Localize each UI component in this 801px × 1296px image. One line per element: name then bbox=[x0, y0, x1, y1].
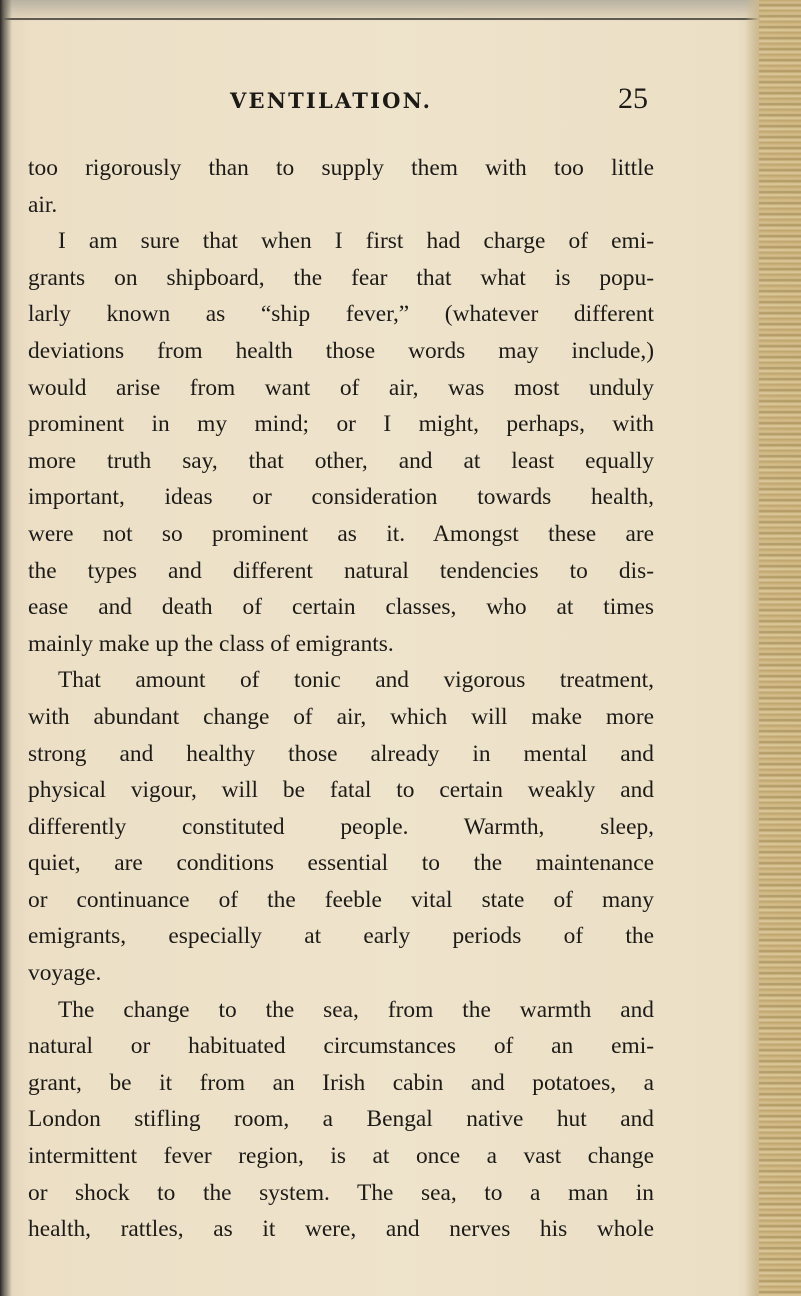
text-line: emigrants, especially at early periods of the bbox=[28, 923, 654, 950]
text-line: ease and death of certain classes, who at times bbox=[28, 594, 654, 621]
page-right-shadow bbox=[745, 0, 759, 1296]
text-line: That amount of tonic and vigorous treatment, bbox=[58, 667, 654, 694]
text-line: or shock to the system. The sea, to a man in bbox=[28, 1179, 654, 1206]
text-line: more truth say, that other, and at least equally bbox=[28, 447, 654, 474]
text-line: air. bbox=[28, 191, 58, 218]
page-header bbox=[0, 80, 801, 120]
page-number: 25 bbox=[618, 82, 648, 115]
text-line: too rigorously than to supply them with too little bbox=[28, 155, 654, 181]
text-line: prominent in my mind; or I might, perhaps, with bbox=[28, 411, 654, 438]
text-line: I am sure that when I first had charge of emi- bbox=[58, 228, 654, 255]
text-line: health, rattles, as it were, and nerves his whole bbox=[28, 1216, 654, 1243]
text-line: London stifling room, a Bengal native hut and bbox=[28, 1106, 654, 1133]
text-line: physical vigour, will be fatal to certain weakly and bbox=[28, 777, 654, 804]
text-line: grants on shipboard, the fear that what is popu- bbox=[28, 264, 654, 291]
text-line: quiet, are conditions essential to the maintenance bbox=[28, 850, 654, 877]
text-line: important, ideas or consideration towards health, bbox=[28, 484, 654, 511]
text-line: grant, be it from an Irish cabin and potatoes, a bbox=[28, 1069, 654, 1096]
page-top-rule bbox=[0, 18, 760, 20]
running-head: VENTILATION. bbox=[230, 88, 433, 113]
text-line: deviations from health those words may include,) bbox=[28, 337, 654, 364]
text-line: natural or habituated circumstances of an emi- bbox=[28, 1033, 654, 1060]
text-line: The change to the sea, from the warmth and bbox=[58, 996, 654, 1023]
text-line: were not so prominent as it. Amongst these are bbox=[28, 520, 654, 547]
text-line: voyage. bbox=[28, 960, 102, 987]
text-line: or continuance of the feeble vital state of many bbox=[28, 886, 654, 913]
body-text bbox=[28, 150, 654, 1248]
page-fore-edge bbox=[759, 0, 801, 1296]
text-line: larly known as “ship fever,” (whatever different bbox=[28, 301, 654, 328]
text-line: the types and different natural tendencies to dis- bbox=[28, 557, 654, 584]
text-line: intermittent fever region, is at once a vast change bbox=[28, 1143, 654, 1170]
text-line: differently constituted people. Warmth, sleep, bbox=[28, 813, 654, 840]
text-line: strong and healthy those already in mental and bbox=[28, 740, 654, 767]
text-line: would arise from want of air, was most unduly bbox=[28, 374, 654, 401]
page-left-shadow bbox=[0, 0, 12, 1296]
text-line: mainly make up the class of emigrants. bbox=[28, 630, 394, 657]
text-line: with abundant change of air, which will make more bbox=[28, 703, 654, 730]
